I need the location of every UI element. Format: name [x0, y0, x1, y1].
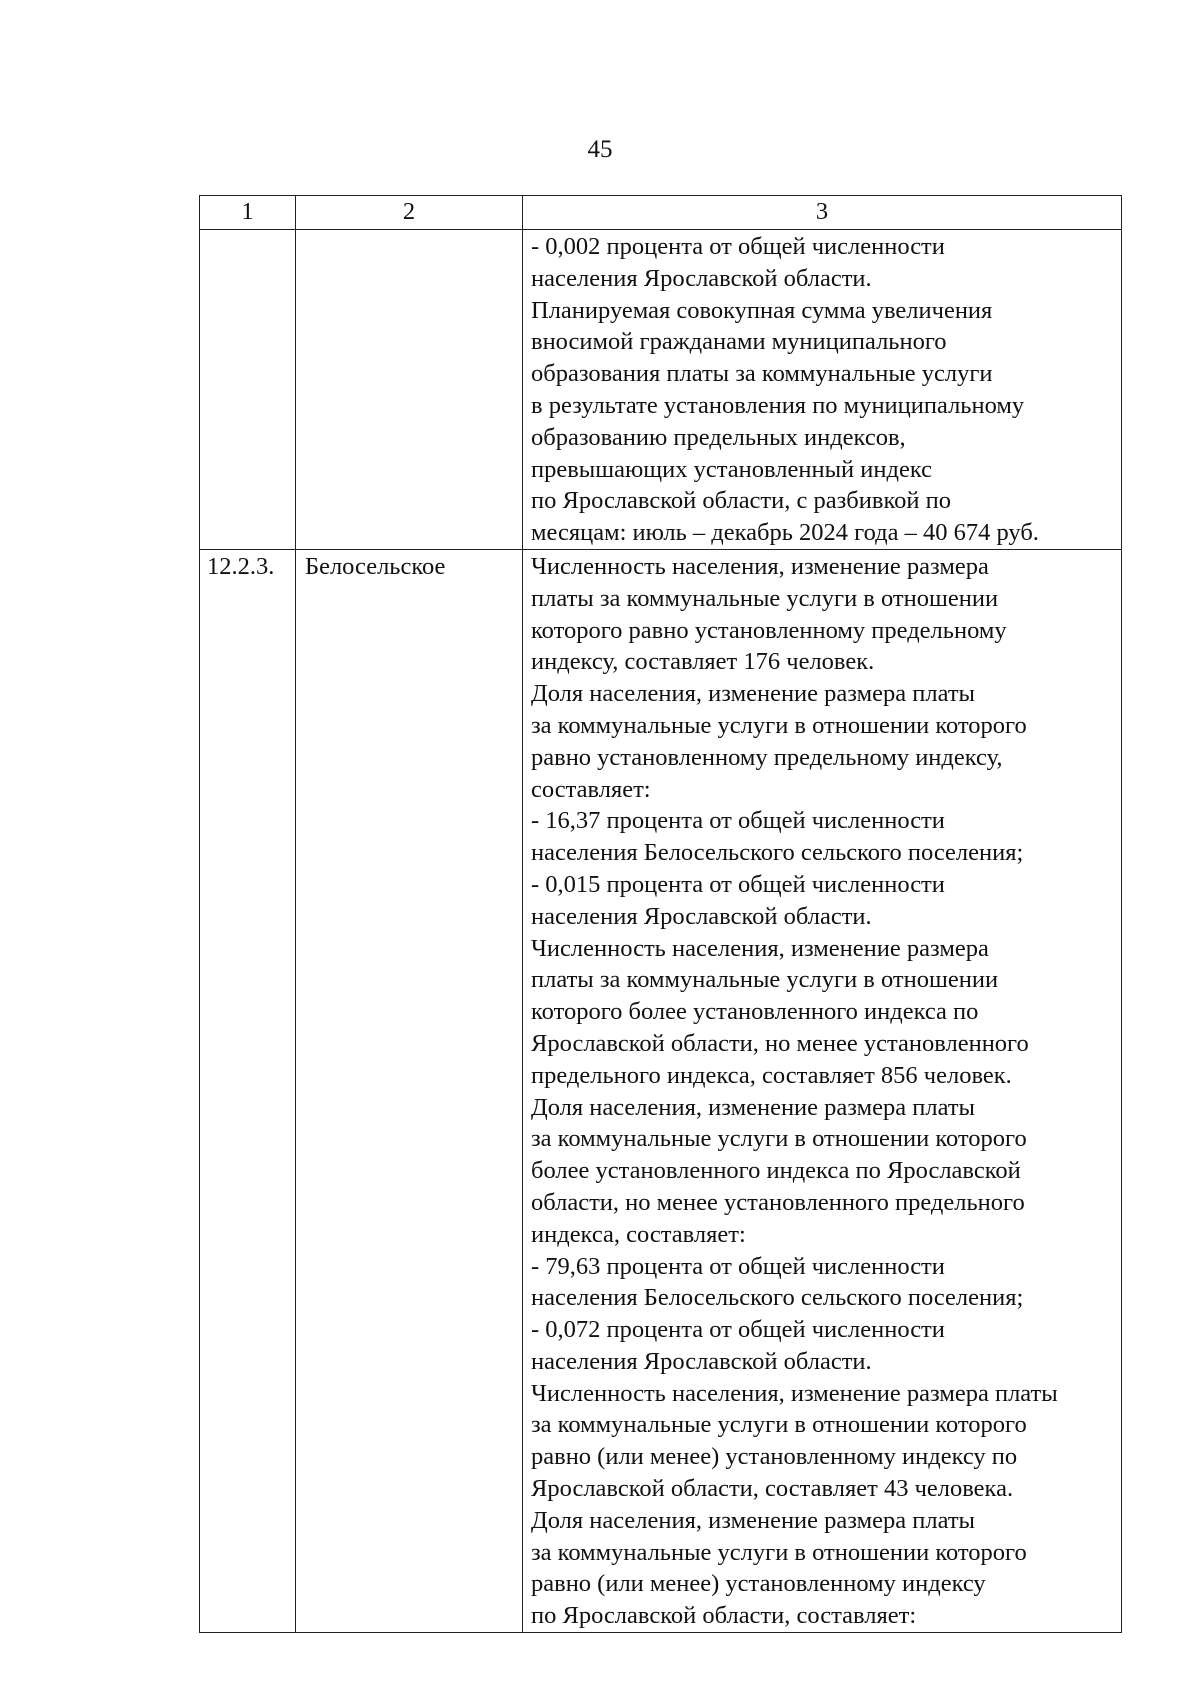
text-line: вносимой гражданами муниципального	[531, 328, 947, 356]
text-line: Численность населения, изменение размера	[531, 934, 989, 962]
text-line: которого более установленного индекса по	[531, 998, 979, 1026]
text-line: Численность населения, изменение размера платы	[531, 1379, 1058, 1407]
column-header: 3	[523, 196, 1122, 230]
text-line: равно (или менее) установленному индексу по	[531, 1443, 1018, 1471]
text-line: равно (или менее) установленному индексу	[531, 1570, 986, 1598]
text-line: области, но менее установленного предельного	[531, 1188, 1025, 1216]
text-line: за коммунальные услуги в отношении которого	[531, 1411, 1027, 1439]
text-line: населения Белосельского сельского поселения;	[531, 839, 1024, 867]
description-cell	[523, 549, 1122, 1632]
text-line: платы за коммунальные услуги в отношении	[531, 966, 999, 994]
text-line: за коммунальные услуги в отношении которого	[531, 711, 1027, 739]
text-line: индекса, составляет:	[531, 1220, 746, 1248]
table-row	[200, 230, 1122, 550]
text-line: населения Белосельского сельского поселения;	[531, 1284, 1024, 1312]
text-line: по Ярославской области, с разбивкой по	[531, 487, 951, 515]
text-line: образованию предельных индексов,	[531, 423, 906, 451]
page-number: 45	[587, 136, 613, 163]
text-line: населения Ярославской области.	[531, 264, 872, 292]
text-line: Ярославской области, но менее установленного	[531, 1029, 1029, 1057]
text-line: - 0,015 процента от общей численности	[531, 870, 945, 898]
text-line: предельного индекса, составляет 856 человек.	[531, 1061, 1012, 1089]
text-line: в результате установления по муниципальному	[531, 391, 1025, 419]
row-number-cell: 12.2.3.	[200, 549, 296, 1632]
text-line: платы за коммунальные услуги в отношении	[531, 584, 999, 612]
text-line: Численность населения, изменение размера	[531, 552, 989, 580]
text-line: месяцам: июль – декабрь 2024 года – 40 674 руб.	[531, 519, 1039, 547]
row-number-cell	[200, 230, 296, 550]
text-line: Доля населения, изменение размера платы	[531, 1093, 975, 1121]
table-header-row	[200, 196, 1122, 230]
data-table	[199, 195, 1122, 1633]
column-header: 2	[296, 196, 523, 230]
text-line: которого равно установленному предельному	[531, 616, 1007, 644]
text-line: индексу, составляет 176 человек.	[531, 648, 875, 676]
text-line: - 0,002 процента от общей численности	[531, 233, 945, 260]
text-line: составляет:	[531, 775, 651, 803]
text-line: - 16,37 процента от общей численности	[531, 807, 945, 835]
municipality-name-cell: Белосельское	[296, 549, 523, 1632]
text-line: Ярославской области, составляет 43 человека.	[531, 1475, 1014, 1503]
text-line: равно установленному предельному индексу,	[531, 743, 1003, 771]
text-line: за коммунальные услуги в отношении которого	[531, 1125, 1027, 1153]
text-line: превышающих установленный индекс	[531, 455, 933, 483]
municipality-name-cell	[296, 230, 523, 550]
text-line: населения Ярославской области.	[531, 1347, 872, 1375]
text-line: Доля населения, изменение размера платы	[531, 1506, 975, 1534]
text-line: населения Ярославской области.	[531, 902, 872, 930]
table-row	[200, 549, 1122, 1632]
text-line: более установленного индекса по Ярославской	[531, 1157, 1021, 1185]
text-line: - 0,072 процента от общей численности	[531, 1316, 945, 1344]
text-line: Планируемая совокупная сумма увеличения	[531, 296, 993, 324]
text-line: за коммунальные услуги в отношении которого	[531, 1538, 1027, 1566]
text-line: по Ярославской области, составляет:	[531, 1602, 917, 1630]
column-header: 1	[200, 196, 296, 230]
text-line: образования платы за коммунальные услуги	[531, 360, 993, 388]
text-line: Доля населения, изменение размера платы	[531, 680, 975, 708]
description-cell	[523, 230, 1122, 550]
text-line: - 79,63 процента от общей численности	[531, 1252, 945, 1280]
